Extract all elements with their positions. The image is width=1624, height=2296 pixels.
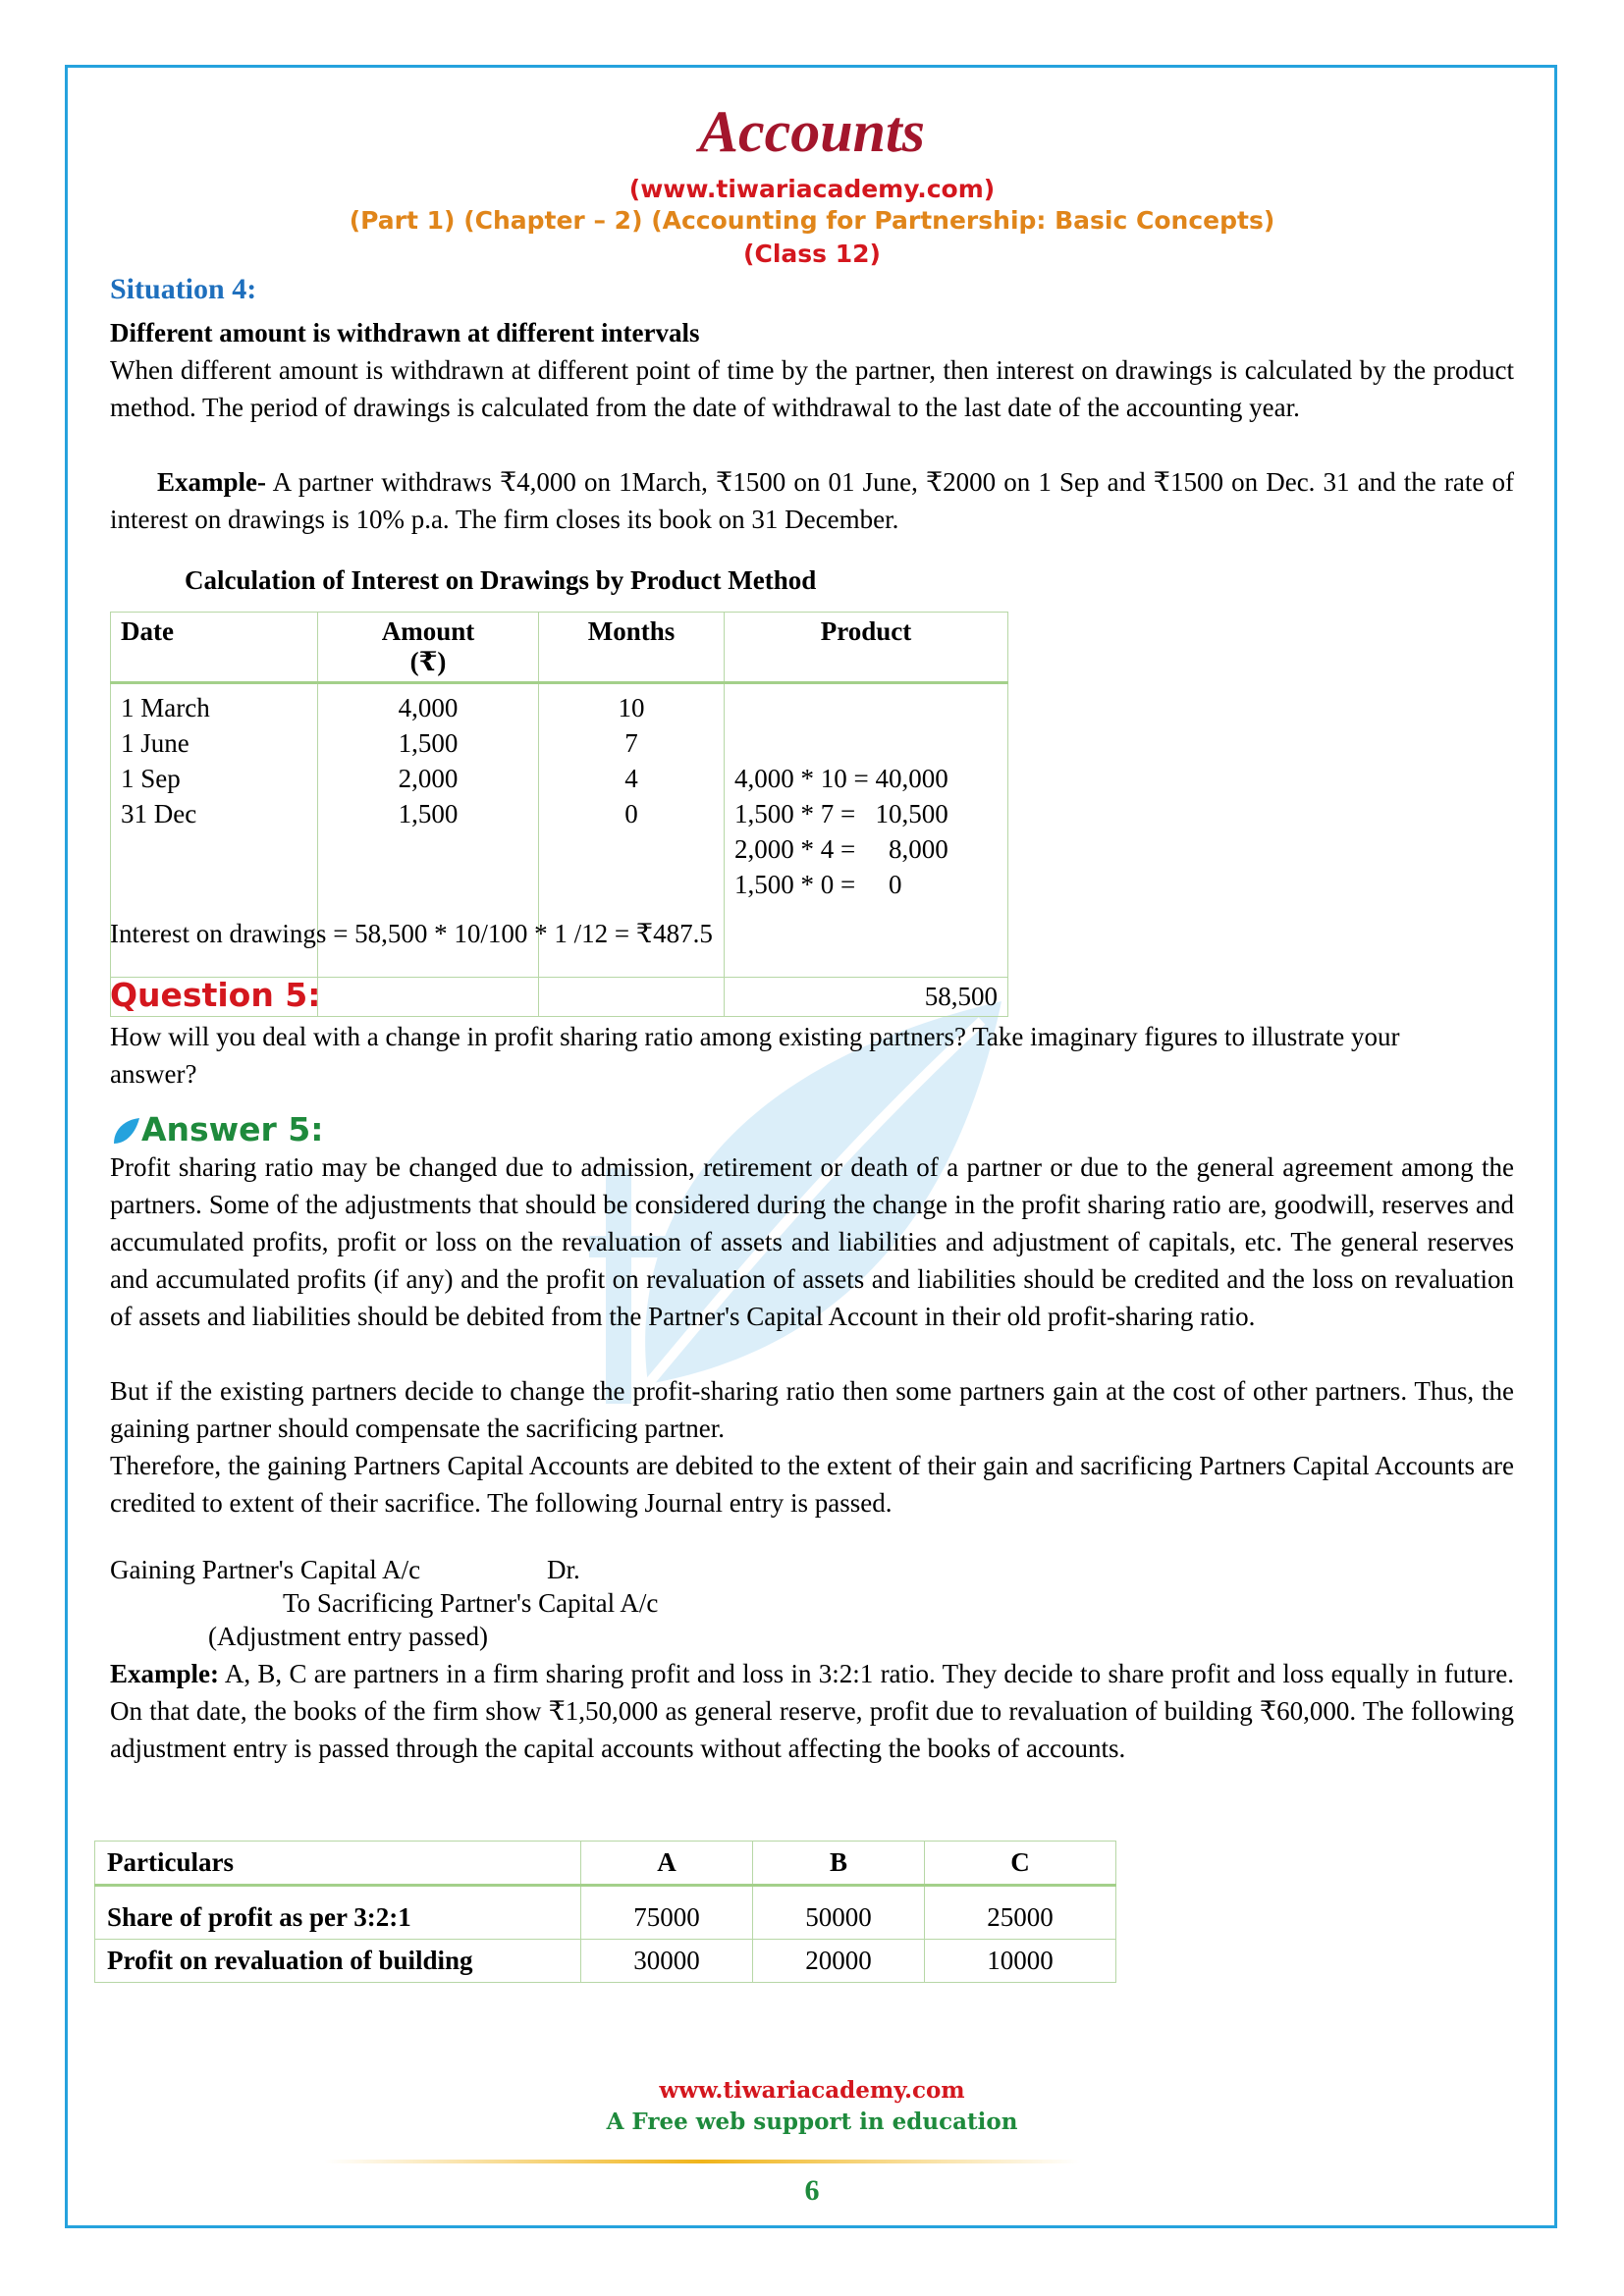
example-text: A, B, C are partners in a firm sharing profit and loss in 3:2:1 ratio. They decide to share profit and loss equally in future. On that date, the books of the firm show ₹1,50,000 as general reserve, profit due to revaluation of building ₹60,000. The following adjustment entry is passed through the capital accounts without affecting the books of accounts.: [110, 1659, 1514, 1763]
example-label: Example-: [157, 467, 266, 497]
footer-divider: [324, 2160, 1080, 2163]
example-label: Example:: [110, 1659, 219, 1688]
page-title: Accounts: [698, 99, 926, 164]
footer-tagline: A Free web support in education: [606, 2109, 1018, 2135]
col-amount: Amount (₹): [318, 613, 539, 683]
example-text: A partner withdraws ₹4,000 on 1March, ₹1500 on 01 June, ₹2000 on 1 Sep and ₹1500 on Dec. 31 and the rate of interest on drawings is 10% p.a. The firm closes its book on 31 December.: [110, 467, 1514, 534]
col-a: A: [581, 1842, 753, 1886]
table-row: Profit on revaluation of building 30000 20000 10000: [95, 1940, 1116, 1983]
answer-paragraph-2: But if the existing partners decide to change the profit-sharing ratio then some partners gain at the cost of other partners. Thus, the gaining partner should compensate the sacrificing partner.: [110, 1376, 1514, 1443]
answer-heading: Answer 5:: [110, 1110, 323, 1148]
question-text: How will you deal with a change in profit sharing ratio among existing partners? Take imaginary figures to illustrate your answer?: [110, 1022, 1400, 1089]
col-months: Months: [539, 613, 725, 683]
product-total: 58,500: [725, 978, 1008, 1017]
situation-example: [110, 463, 1514, 538]
situation-subheading: Different amount is withdrawn at different intervals: [110, 318, 700, 347]
adjustment-table: [94, 1841, 1116, 1983]
table1-caption: Calculation of Interest on Drawings by Product Method: [185, 565, 817, 595]
answer-paragraph-1: Profit sharing ratio may be changed due to admission, retirement or death of a partner or due to the general agreement among the partners. Some of the adjustments that should be considered during the change in the profit sharing ratio are, goodwill, reserves and accumulated profits, profit or loss on the revaluation of assets and liabilities and adjustment of capitals, etc. The general reserves and accumulated profits (if any) and the profit on revaluation of assets and liabilities should be credited and the loss on revaluation of assets and liabilities should be debited from the Partner's Capital Account in their old profit-sharing ratio.: [110, 1152, 1514, 1331]
situation-text: When different amount is withdrawn at different point of time by the partner, then interest on drawings is calculated by the product method. The period of drawings is calculated from the date of withdrawal to the last date of the accounting year.: [110, 355, 1514, 422]
answer-paragraph-3: Therefore, the gaining Partners Capital Accounts are debited to the extent of their gain and sacrificing Partners Capital Accounts are credited to extent of their sacrifice. The following Journal entry is passed.: [110, 1451, 1514, 1518]
header-class: (Class 12): [743, 240, 881, 268]
drawings-table: [110, 612, 1008, 1017]
header-chapter: (Part 1) (Chapter – 2) (Accounting for Partnership: Basic Concepts): [349, 206, 1275, 235]
journal-credit-line: To Sacrificing Partner's Capital A/c: [283, 1588, 659, 1618]
question-heading: Question 5:: [110, 976, 321, 1014]
interest-result: Interest on drawings = 58,500 * 10/100 * 1 /12 = ₹487.5: [110, 919, 713, 948]
journal-debit-line: Gaining Partner's Capital A/c: [110, 1555, 421, 1584]
table-row: 1 March 1 June 1 Sep 31 Dec 4,000 1,500 2,000 1,500 10 7 4 0 4,000 * 10 = 40,000 1,500 * 7 = 10,500 2,000 * 4 = 8,000 1,500 * 0 = 0: [111, 683, 1008, 978]
page-number: 6: [804, 2174, 820, 2207]
col-c: C: [925, 1842, 1116, 1886]
answer-example: [110, 1655, 1514, 1767]
col-date: Date: [111, 613, 318, 683]
col-b: B: [753, 1842, 925, 1886]
leaf-icon: [110, 1116, 141, 1148]
situation-heading: Situation 4:: [110, 273, 257, 305]
table-row: Share of profit as per 3:2:1 75000 50000 25000: [95, 1886, 1116, 1940]
col-product: Product: [725, 613, 1008, 683]
footer-website[interactable]: www.tiwariacademy.com: [659, 2077, 965, 2104]
journal-narration: (Adjustment entry passed): [208, 1622, 488, 1651]
col-particulars: Particulars: [95, 1842, 581, 1886]
header-website: (www.tiwariacademy.com): [628, 175, 996, 203]
journal-dr: Dr.: [547, 1555, 580, 1584]
